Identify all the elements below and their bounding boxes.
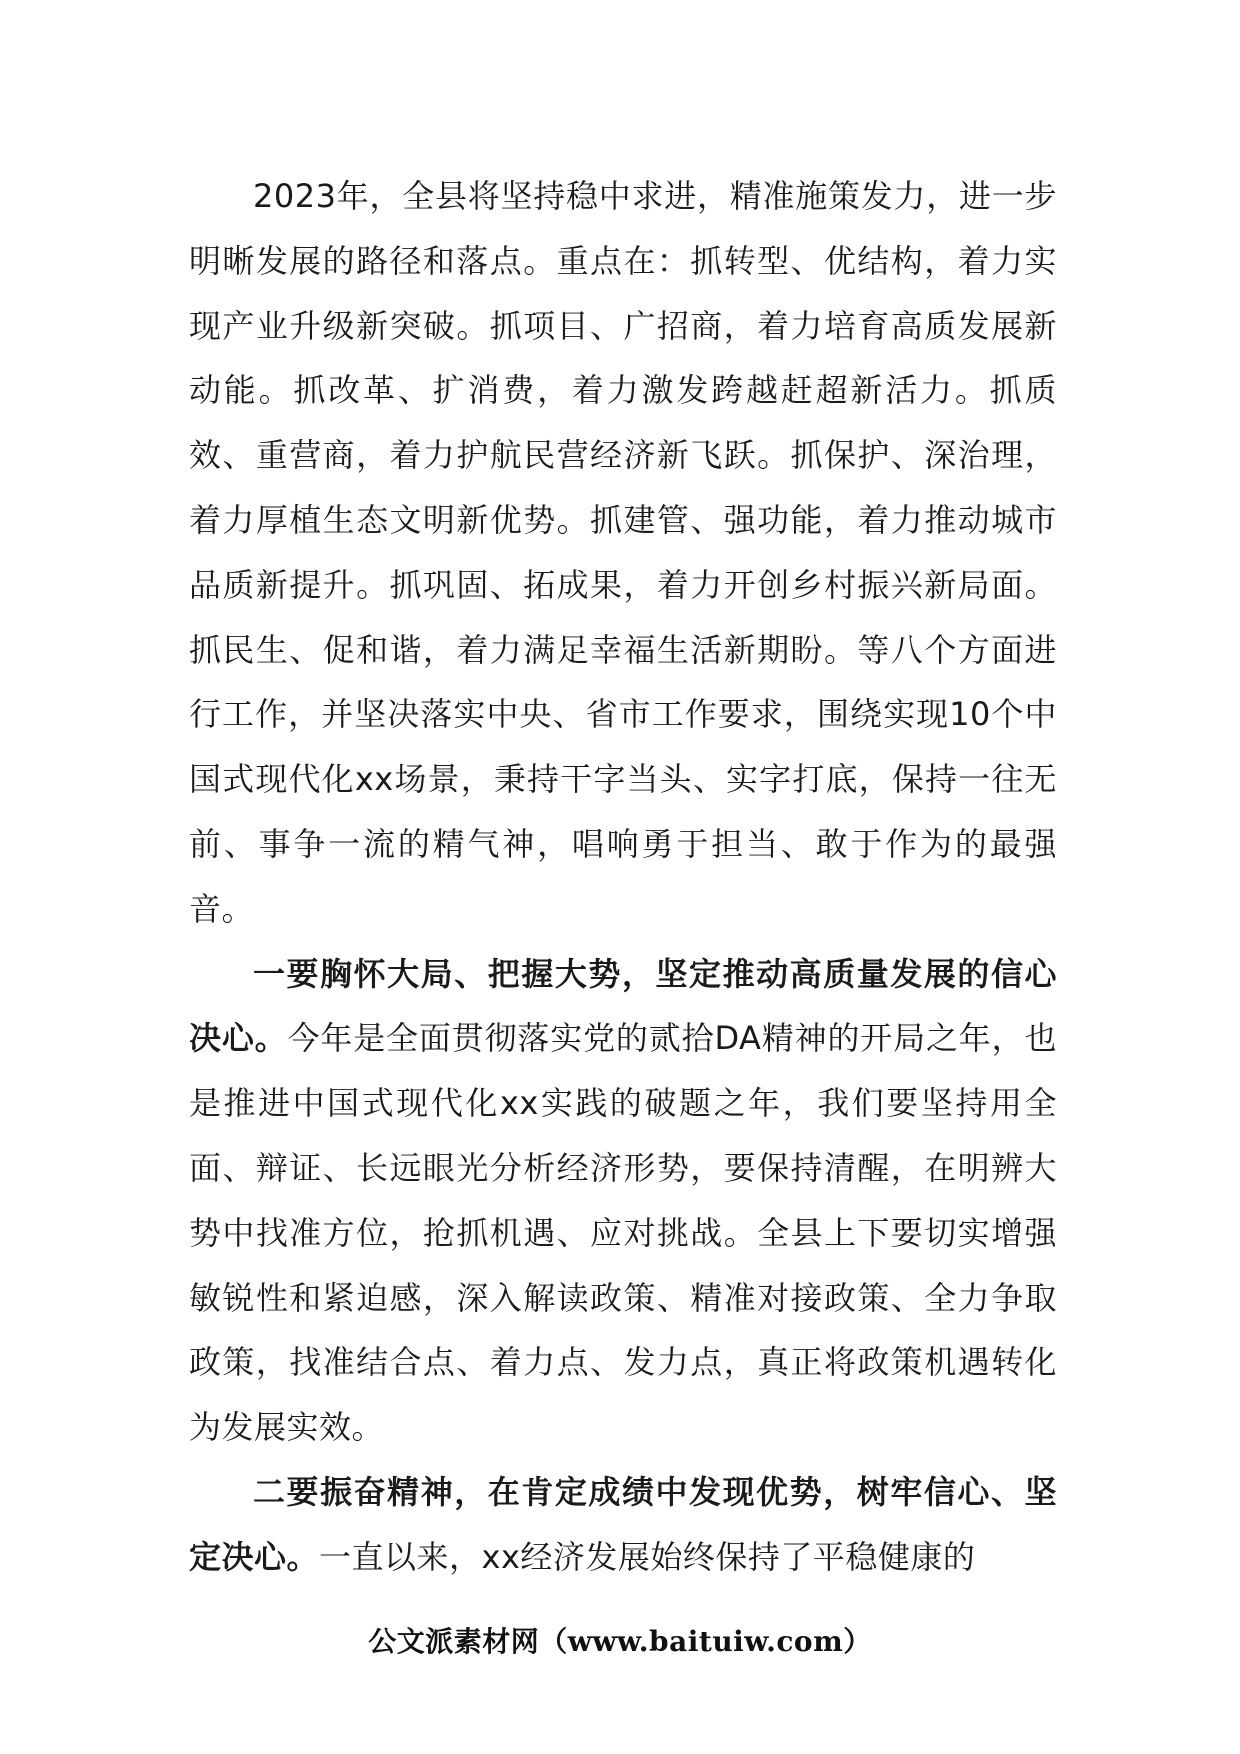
document-body — [189, 164, 1057, 1590]
footer-watermark: 公文派素材网（www.baituiw.com） — [368, 1625, 872, 1658]
paragraph-2-lead: 一要胸怀大局、把握大势，坚定推动高质量发展的信心决心。 — [189, 954, 1057, 1058]
paragraph-1 — [189, 164, 1057, 942]
paragraph-1-text: 2023年，全县将坚持稳中求进，精准施策发力，进一步明晰发展的路径和落点。重点在：抓转型、优结构，着力实现产业升级新突破。抓项目、广招商，着力培育高质发展新动能。抓改革、扩消费，着力激发跨越赶超新活力。抓质效、重营商，着力护航民营经济新飞跃。抓保护、深治理，着力厚植生态文明新优势。抓建管、强功能，着力推动城市品质新提升。抓巩固、拓成果，着力开创乡村振兴新局面。抓民生、促和谐，着力满足幸福生活新期盼。等八个方面进行工作，并坚决落实中央、省市工作要求，围绕实现10个中国式现代化xx场景，秉持干字当头、实字打底，保持一往无前、事争一流的精气神，唱响勇于担当、敢于作为的最强音。 — [189, 177, 1057, 928]
paragraph-3-text: 一直以来，xx经济发展始终保持了平稳健康的 — [319, 1537, 976, 1576]
paragraph-3 — [189, 1460, 1057, 1590]
paragraph-2-text: 今年是全面贯彻落实党的贰拾DA精神的开局之年，也是推进中国式现代化xx实践的破题之年，我们要坚持用全面、辩证、长远眼光分析经济形势，要保持清醒，在明辨大势中找准方位，抢抓机遇、应对挑战。全县上下要切实增强敏锐性和紧迫感，深入解读政策、精准对接政策、全力争取政策，找准结合点、着力点、发力点，真正将政策机遇转化为发展实效。 — [189, 1019, 1057, 1447]
paragraph-3-lead: 二要振奋精神，在肯定成绩中发现优势，树牢信心、坚定决心。 — [189, 1472, 1057, 1576]
paragraph-2 — [189, 942, 1057, 1460]
